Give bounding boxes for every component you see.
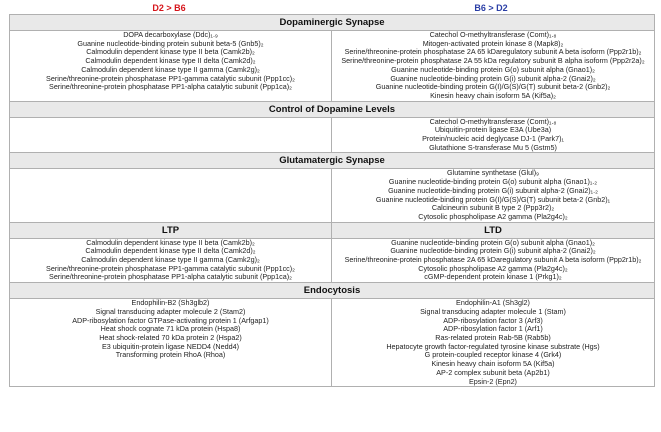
gene-entry: Heat shock cognate 71 kDa protein (Hspa8) bbox=[100, 325, 241, 334]
gene-entry: Serine/threonine-protein phosphatase 2A 55 kDa regulatory subunit B alpha isoform (Ppp2r2a)₂ bbox=[341, 57, 645, 66]
gene-entry: Calmodulin dependent kinase type II gamma (Camk2g)₂ bbox=[81, 256, 260, 265]
gene-entry: Guanine nucleotide-binding protein G(I)/G(S)/G(T) subunit beta-2 (Gnb2)₁ bbox=[375, 195, 611, 204]
gene-entry: Calmodulin dependent kinase type II beta (Camk2b)₂ bbox=[86, 48, 255, 57]
endocytosis-right-list bbox=[332, 299, 655, 387]
gene-entry: Guanine nucleotide-binding protein G(i) subunit alpha-2 (Gnai2)₂ bbox=[390, 74, 596, 83]
gene-entry: Guanine nucleotide-binding protein subunit beta-5 (Gnb5)₂ bbox=[77, 39, 264, 48]
section-title-ltd: LTD bbox=[332, 222, 655, 238]
gene-entry: Calmodulin dependent kinase type II delta (Camk2d)₂ bbox=[85, 247, 256, 256]
gene-entry: Cytosolic phospholipase A2 gamma (Pla2g4c)₂ bbox=[418, 212, 568, 221]
left-column-header: D2 > B6 bbox=[152, 3, 186, 13]
gene-entry: Endophilin-B2 (Sh3glb2) bbox=[131, 299, 210, 308]
gene-entry: Catechol O-methyltransferase (Comt)₁.₈ bbox=[429, 31, 557, 39]
gene-entry: Serine/threonine-protein phosphatase PP1-alpha catalytic subunit (Ppp1ca)₂ bbox=[49, 273, 292, 282]
gene-entry: Calmodulin dependent kinase type II delta (Camk2d)₂ bbox=[85, 57, 256, 66]
gene-entry: ADP-ribosylation factor 3 (Arf3) bbox=[443, 316, 543, 325]
gene-entry: Hepatocyte growth factor-regulated tyrosine kinase substrate (Hgs) bbox=[386, 342, 600, 351]
gene-entry: Kinesin heavy chain isoform 5A (Kif5a)₂ bbox=[430, 91, 556, 100]
gene-entry: cGMP-dependent protein kinase 1 (Prkg1)₂ bbox=[424, 273, 562, 282]
gene-entry: Serine/threonine-protein phosphatase PP1-gamma catalytic subunit (Ppp1cc)₂ bbox=[46, 264, 295, 273]
gene-entry: Epsin-2 (Epn2) bbox=[469, 377, 517, 386]
control-left-list bbox=[10, 117, 332, 153]
gene-entry: Serine/threonine-protein phosphatase PP1-gamma catalytic subunit (Ppp1cc)₂ bbox=[46, 74, 295, 83]
endocytosis-left-list bbox=[10, 299, 332, 387]
gene-entry: Glutathione S-transferase Mu 5 (Gstm5) bbox=[429, 143, 557, 152]
section-title-ltp: LTP bbox=[10, 222, 332, 238]
glutamatergic-left-list bbox=[10, 169, 332, 222]
gene-entry: Glutamine synthetase (Glul)₉ bbox=[447, 169, 539, 178]
gene-entry: DOPA decarboxylase (Ddc)₁.₉ bbox=[123, 31, 218, 39]
gene-entry: Protein/nucleic acid deglycase DJ-1 (Park7)₁ bbox=[422, 135, 564, 144]
gene-entry: Catechol O-methyltransferase (Comt)₁.₈ bbox=[429, 117, 557, 126]
gene-entry: Serine/threonine-protein phosphatase 2A 65 kDaregulatory subunit A beta isoform (Ppp2r1b)₂ bbox=[344, 48, 642, 57]
gene-entry: Heat shock-related 70 kDa protein 2 (Hspa2) bbox=[99, 333, 242, 342]
control-right-list bbox=[332, 117, 655, 153]
gene-entry: Ras-related protein Rab-5B (Rab5b) bbox=[435, 333, 551, 342]
gene-entry: Calmodulin dependent kinase type II gamma (Camk2g)₂ bbox=[81, 65, 260, 74]
gene-entry: E3 ubiquitin-protein ligase NEDD4 (Nedd4) bbox=[101, 342, 240, 351]
gene-entry: Signal transducing adapter molecule 1 (Stam) bbox=[420, 307, 566, 316]
gene-entry: Serine/threonine-protein phosphatase 2A 65 kDaregulatory subunit A beta isoform (Ppp2r1b)₂ bbox=[344, 256, 642, 265]
gene-entry: Guanine nucleotide-binding protein G(i) subunit alpha-2 (Gnai2)₁.₂ bbox=[388, 186, 598, 195]
ltp-list bbox=[10, 238, 332, 283]
gene-entry: Guanine nucleotide-binding protein G(o) subunit alpha (Gnao1)₂ bbox=[391, 65, 595, 74]
gene-entry: Ubiquitin-protein ligase E3A (Ube3a) bbox=[434, 126, 552, 135]
gene-entry: Signal transducing adapter molecule 2 (Stam2) bbox=[95, 307, 246, 316]
pathway-table bbox=[9, 14, 655, 387]
gene-entry: Calmodulin dependent kinase type II beta (Camk2b)₂ bbox=[86, 238, 255, 247]
glutamatergic-right-list bbox=[332, 169, 655, 222]
gene-entry: Guanine nucleotide-binding protein G(i) subunit alpha-2 (Gnai2)₂ bbox=[390, 247, 596, 256]
gene-entry: G protein-coupled receptor kinase 4 (Grk4) bbox=[424, 351, 562, 360]
gene-entry: Guanine nucleotide-binding protein G(o) subunit alpha (Gnao1)₂ bbox=[391, 238, 595, 247]
gene-entry: ADP-ribosylation factor GTPase-activating protein 1 (Arfgap1) bbox=[72, 316, 269, 325]
gene-entry: Calcineurin subunit B type 2 (Ppp3r2)₂ bbox=[431, 204, 555, 213]
gene-entry: Guanine nucleotide-binding protein G(o) subunit alpha (Gnao1)₁.₂ bbox=[388, 178, 598, 187]
gene-entry: Endophilin-A1 (Sh3gl2) bbox=[456, 299, 530, 308]
section-title-glutamatergic: Glutamatergic Synapse bbox=[10, 153, 655, 169]
dopaminergic-right-list bbox=[332, 31, 655, 102]
gene-entry: Transforming protein RhoA (Rhoa) bbox=[115, 351, 226, 360]
gene-entry: Kinesin heavy chain isoform 5A (Kif5a) bbox=[431, 360, 555, 369]
ltd-list bbox=[332, 238, 655, 283]
section-title-control: Control of Dopamine Levels bbox=[10, 101, 655, 117]
gene-entry: Guanine nucleotide-binding protein G(I)/G(S)/G(T) subunit beta-2 (Gnb2)₂ bbox=[375, 83, 611, 92]
gene-entry: Cytosolic phospholipase A2 gamma (Pla2g4c)₂ bbox=[418, 264, 568, 273]
gene-entry: Mitogen-activated protein kinase 8 (Mapk8)₂ bbox=[422, 39, 564, 48]
dopaminergic-left-list bbox=[10, 31, 332, 102]
section-title-dopaminergic: Dopaminergic Synapse bbox=[10, 15, 655, 31]
right-column-header: B6 > D2 bbox=[474, 3, 508, 13]
gene-entry: ADP-ribosylation factor 1 (Arf1) bbox=[443, 325, 543, 334]
section-title-endocytosis: Endocytosis bbox=[10, 283, 655, 299]
gene-entry: Serine/threonine-protein phosphatase PP1-alpha catalytic subunit (Ppp1ca)₂ bbox=[49, 83, 292, 92]
gene-entry: AP-2 complex subunit beta (Ap2b1) bbox=[436, 368, 550, 377]
